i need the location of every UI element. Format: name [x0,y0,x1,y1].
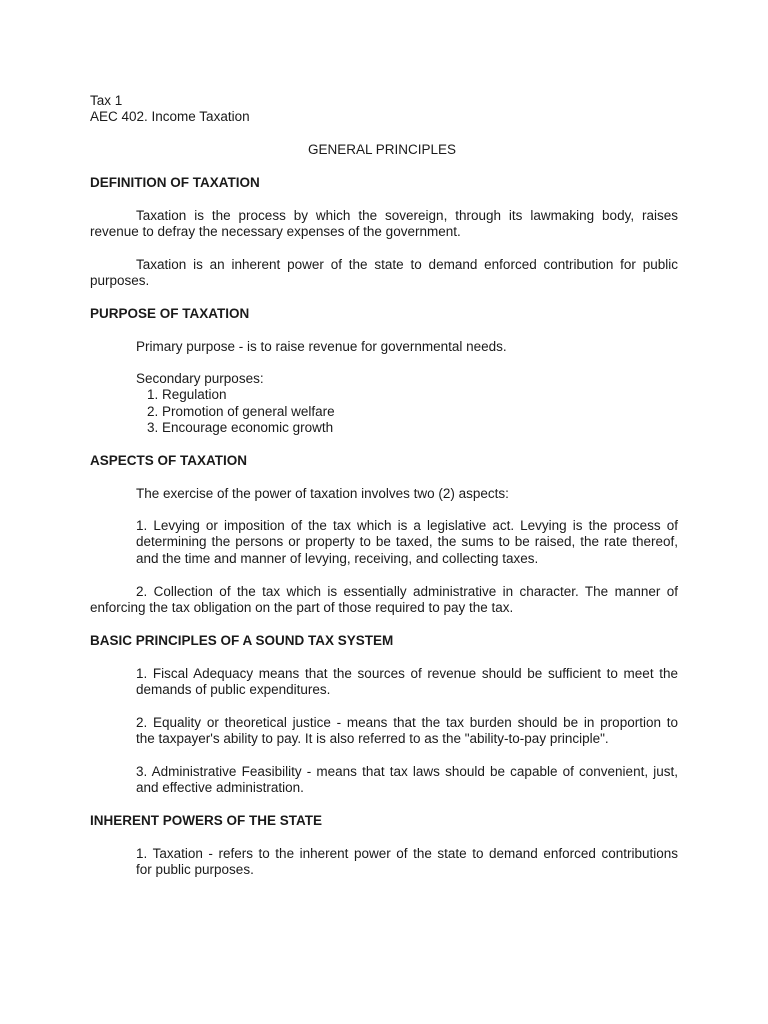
definition-paragraph-1-line-2: revenue to defray the necessary expenses of the government. [90,224,461,239]
principle-2-line-2: the taxpayer's ability to pay. It is also referred to as the "ability-to-pay principle". [136,731,609,746]
definition-paragraph-1-line-1: Taxation is the process by which the sovereign, through its lawmaking body, raises [136,208,678,223]
section-heading-powers: INHERENT POWERS OF THE STATE [90,813,323,828]
secondary-purpose-item: 3. Encourage economic growth [147,420,334,435]
aspect-1-line-2: determining the persons or property to be taxed, the sums to be raised, the rate thereof, [136,534,678,549]
principle-3-line-1: 3. Administrative Feasibility - means that tax laws should be capable of convenient, just, [136,764,678,779]
power-1-line-2: for public purposes. [136,862,254,877]
section-heading-definition: DEFINITION OF TAXATION [90,175,260,190]
primary-purpose: Primary purpose - is to raise revenue for governmental needs. [136,339,507,354]
aspect-1-line-1: 1. Levying or imposition of the tax which is a legislative act. Levying is the process of [136,518,678,533]
aspects-intro: The exercise of the power of taxation involves two (2) aspects: [136,486,509,501]
secondary-purpose-item: 1. Regulation [147,387,227,402]
section-heading-principles: BASIC PRINCIPLES OF A SOUND TAX SYSTEM [90,633,394,648]
definition-paragraph-2-line-2: purposes. [90,273,150,288]
document-title: GENERAL PRINCIPLES [308,142,457,157]
secondary-purposes-label: Secondary purposes: [136,371,264,386]
definition-paragraph-2-line-1: Taxation is an inherent power of the state to demand enforced contribution for public [136,257,678,272]
aspect-2-line-2: enforcing the tax obligation on the part of those required to pay the tax. [90,600,514,615]
principle-1-line-2: demands of public expenditures. [136,682,331,697]
aspect-1-line-3: and the time and manner of levying, receiving, and collecting taxes. [136,551,539,566]
principle-1-line-1: 1. Fiscal Adequacy means that the sources of revenue should be sufficient to meet the [136,666,678,681]
section-heading-aspects: ASPECTS OF TAXATION [90,453,248,468]
secondary-purpose-item: 2. Promotion of general welfare [147,404,335,419]
course-title: AEC 402. Income Taxation [90,109,250,124]
power-1-line-1: 1. Taxation - refers to the inherent power of the state to demand enforced contributions [136,846,678,861]
principle-3-line-2: and effective administration. [136,780,304,795]
section-heading-purpose: PURPOSE OF TAXATION [90,306,250,321]
course-code: Tax 1 [90,93,123,108]
aspect-2-line-1: 2. Collection of the tax which is essentially administrative in character. The manner of [136,584,678,599]
principle-2-line-1: 2. Equality or theoretical justice - means that the tax burden should be in proportion to [136,715,678,730]
